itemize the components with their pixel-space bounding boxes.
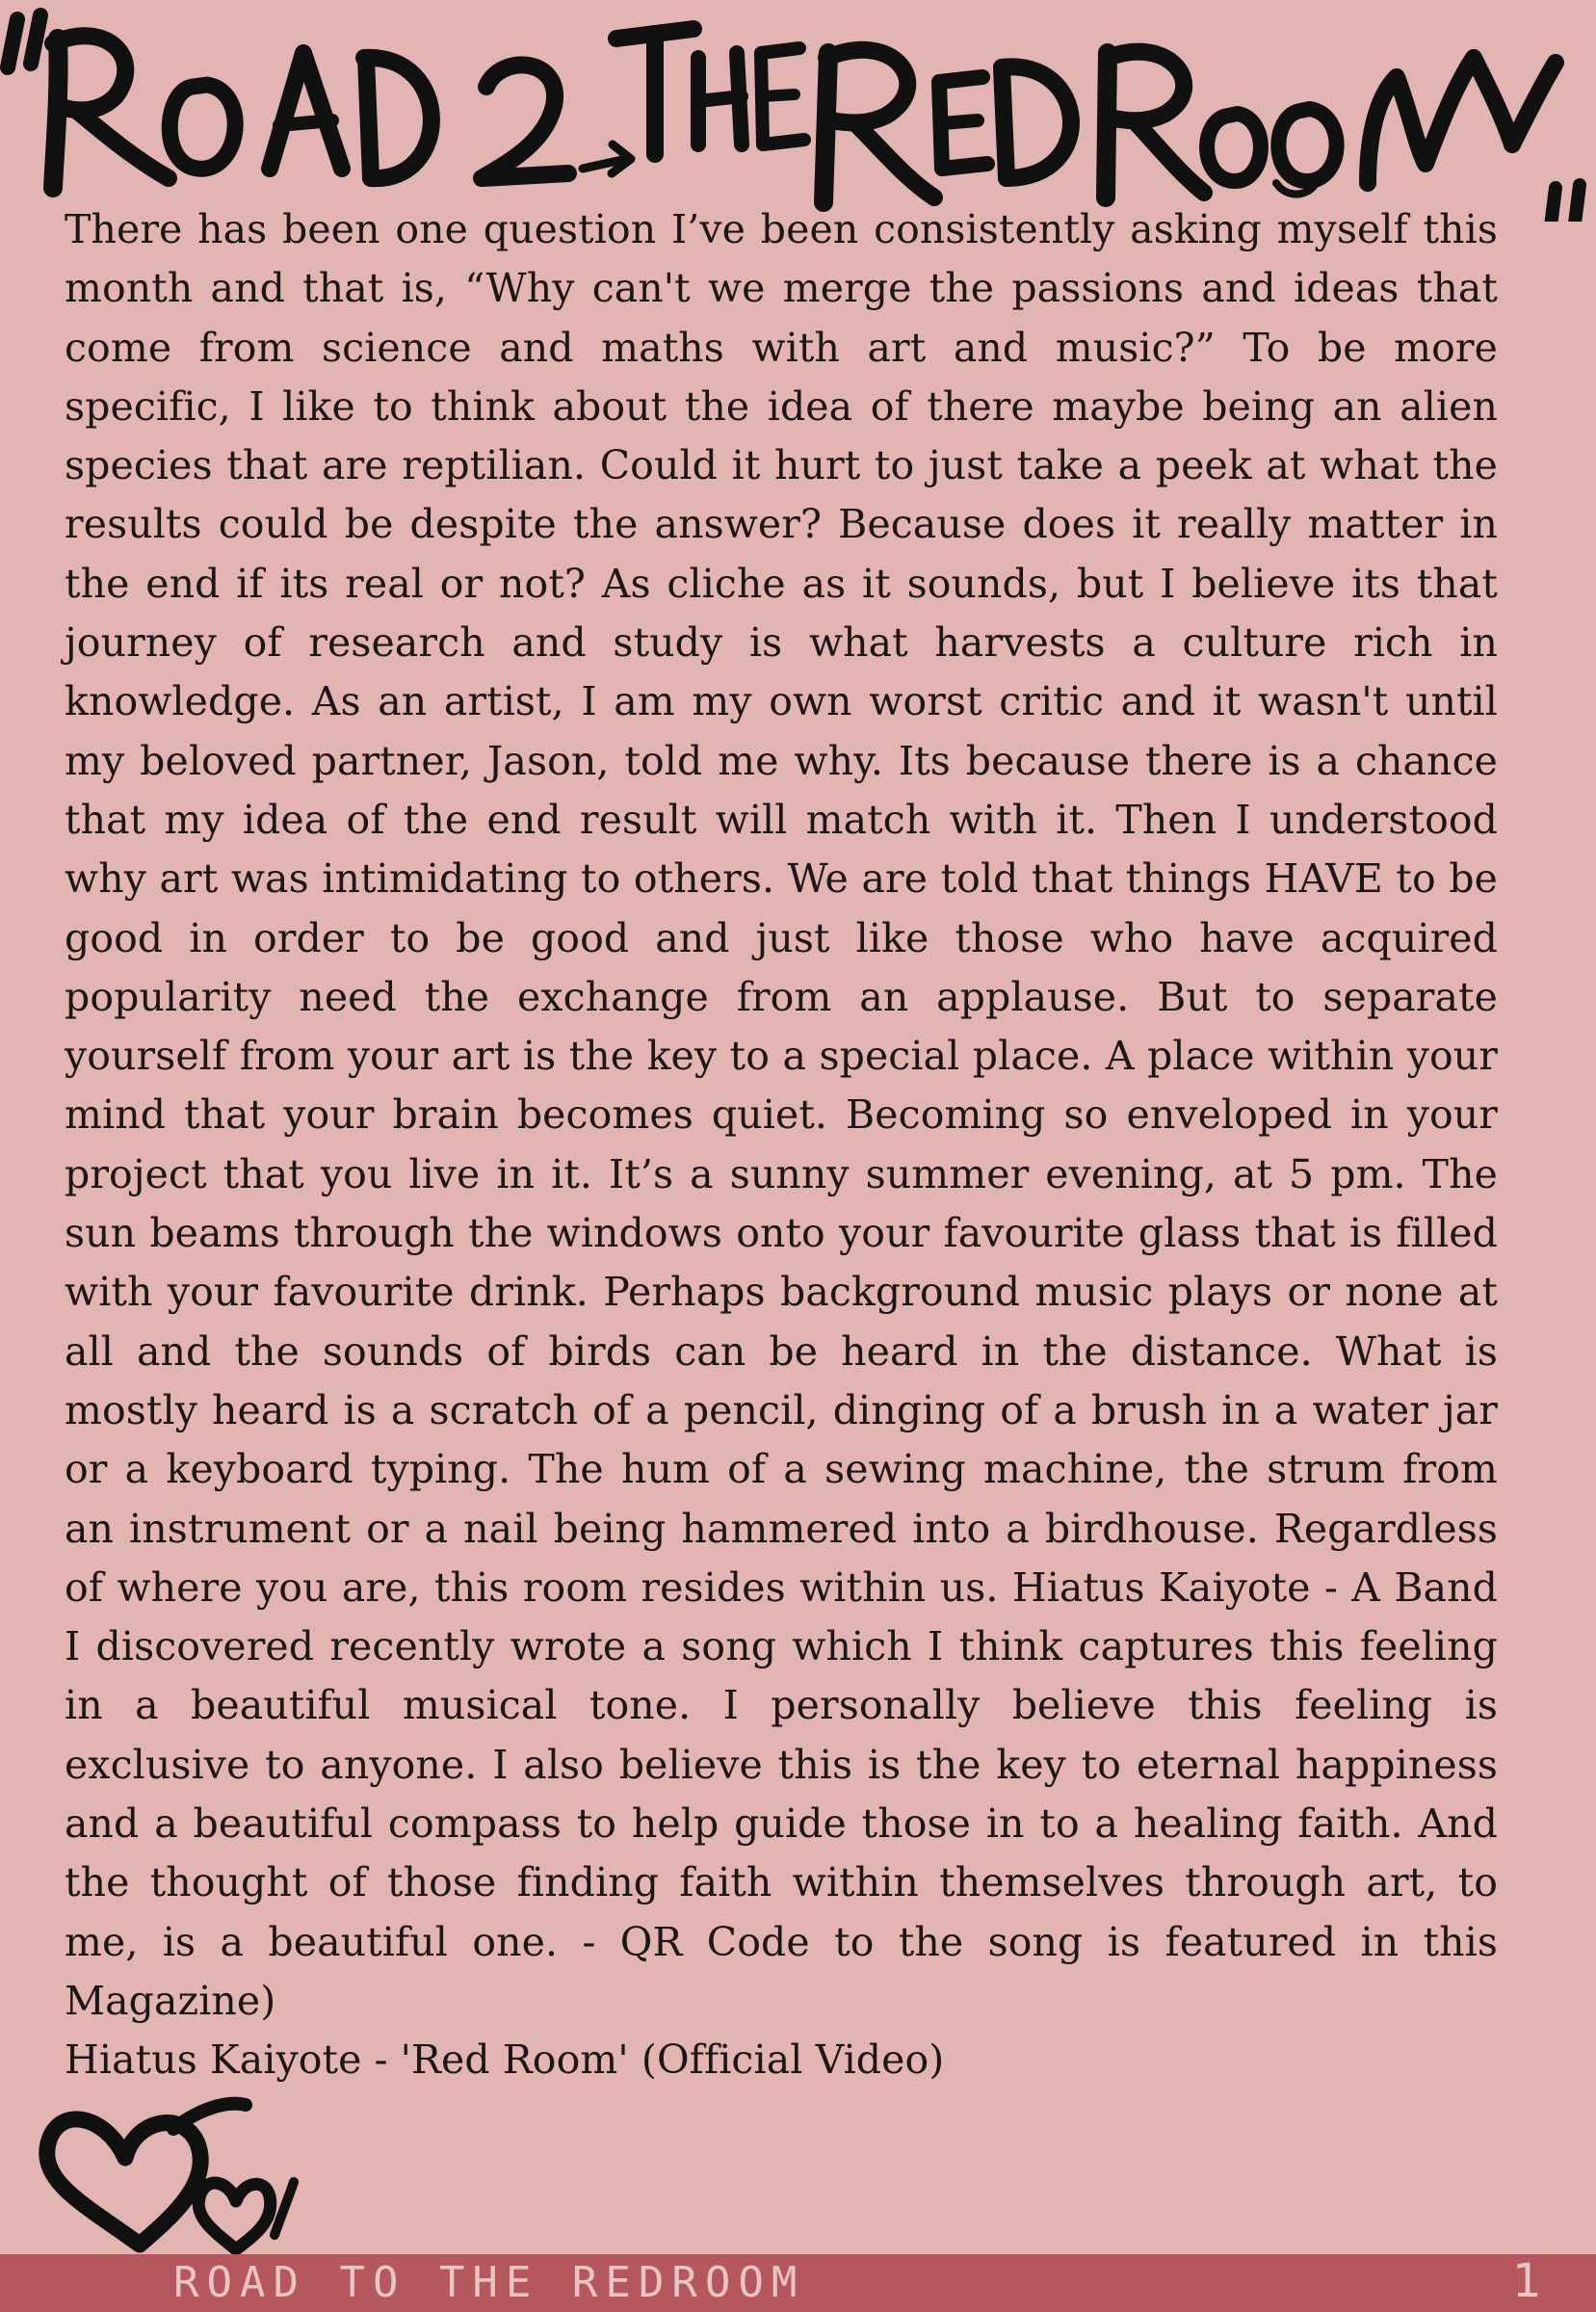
page-number: 1 [1512,2254,1542,2308]
video-title: Hiatus Kaiyote - 'Red Room' (Official Video) [65,2036,945,2084]
title-lettering [0,0,1596,222]
footer-bar [0,2254,1596,2312]
article-paragraph: There has been one question I’ve been consistently asking myself this month and that is, “Why can't we merge the passions and ideas that come from science and maths with art and music?” To be more specific, I like to think about the idea of there maybe being an alien species that are reptilian. Could it hurt to just take a peek at what the results could be despite the answer? Because does it really matter in the end if its real or not? As cliche as it sounds, but I believe its that journey of research and study is what harvests a culture rich in knowledge. As an artist, I am my own worst critic and it wasn't until my beloved partner, Jason, told me why. Its because there is a chance that my idea of the end result will match with it. Then I understood why art was intimidating to others. We are told that things HAVE to be good in order to be good and just like those who have acquired popularity need the exchange from an applause. But to separate yourself from your art is the key to a special place. A place within your mind that your brain becomes quiet. Becoming so enveloped in your project that you live in it. It’s a sunny summer evening, at 5 pm. The sun beams through the windows onto your favourite glass that is filled with your favourite drink. Perhaps background music plays or none at all and the sounds of birds can be heard in the distance. What is mostly heard is a scratch of a pencil, dinging of a brush in a water jar or a keyboard typing. The hum of a sewing machine, the strum from an instrument or a nail being hammered into a birdhouse. Regardless of where you are, this room resides within us. Hiatus Kaiyote - A Band I discovered recently wrote a song which I think captures this feeling in a beautiful musical tone. I personally believe this feeling is exclusive to anyone. I also believe this is the key to eternal happiness and a beautiful compass to help guide those in to a healing faith. And the thought of those finding faith within themselves through art, to me, is a beautiful one. - QR Code to the song is featured in this Magazine) [65,206,1498,2024]
hand-drawn-hearts-icon [29,2090,318,2264]
hearts-icon [29,2090,318,2264]
article-body [65,200,1498,2090]
footer-label: ROAD TO THE REDROOM [173,2258,805,2307]
title-lettering-art [0,0,1596,222]
